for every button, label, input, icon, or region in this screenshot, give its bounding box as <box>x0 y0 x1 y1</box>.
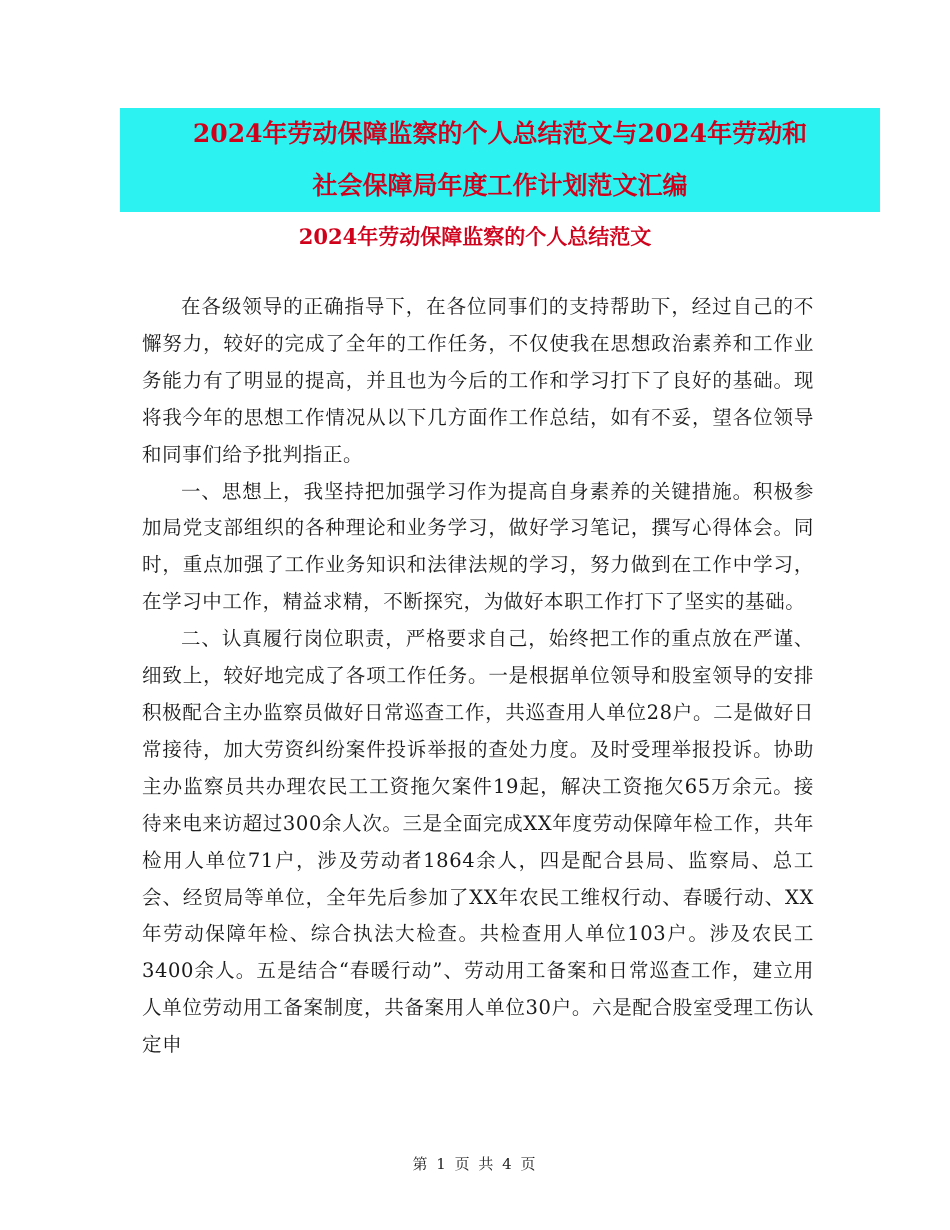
paragraph-intro: 在各级领导的正确指导下，在各位同事们的支持帮助下，经过自己的不懈努力，较好的完成了全年的工作任务，不仅使我在思想政治素养和工作业务能力有了明显的提高，并且也为今后的工作和学习打下了良好的基础。现将我今年的思想工作情况从以下几方面作工作总结，如有不妥，望各位领导和同事们给予批判指正。 <box>142 295 814 466</box>
page-footer: 第 1 页 共 4 页 <box>412 1155 538 1173</box>
document-title-line-2: 社会保障局年度工作计划范文汇编 <box>312 171 688 200</box>
document-title <box>120 108 880 212</box>
paragraph-duties: 二、认真履行岗位职责，严格要求自己，始终把工作的重点放在严谨、细致上，较好地完成了各项工作任务。一是根据单位领导和股室领导的安排积极配合主办监察员做好日常巡查工作，共巡查用人单位28户。二是做好日常接待，加大劳资纠纷案件投诉举报的查处力度。及时受理举报投诉。协助主办监察员共办理农民工工资拖欠案件19起，解决工资拖欠65万余元。接待来电来访超过300余人次。三是全面完成XX年度劳动保障年检工作，共年检用人单位71户，涉及劳动者1864余人，四是配合县局、监察局、总工会、经贸局等单位，全年先后参加了XX年农民工维权行动、春暖行动、XX年劳动保障年检、综合执法大检查。共检查用人单位103户。涉及农民工3400余人。五是结合“春暖行动”、劳动用工备案和日常巡查工作，建立用人单位劳动用工备案制度，共备案用人单位30户。六是配合股室受理工伤认定申 <box>142 627 814 1057</box>
document-body <box>142 289 814 1064</box>
document-title-line-1: 2024年劳动保障监察的个人总结范文与2024年劳动和 <box>192 119 808 148</box>
paragraph-ideology: 一、思想上，我坚持把加强学习作为提高自身素养的关键措施。积极参加局党支部组织的各种理论和业务学习，做好学习笔记，撰写心得体会。同时，重点加强了工作业务知识和法律法规的学习，努力做到在工作中学习，在学习中工作，精益求精，不断探究，为做好本职工作打下了坚实的基础。 <box>142 479 814 614</box>
section-title: 2024年劳动保障监察的个人总结范文 <box>298 224 652 249</box>
